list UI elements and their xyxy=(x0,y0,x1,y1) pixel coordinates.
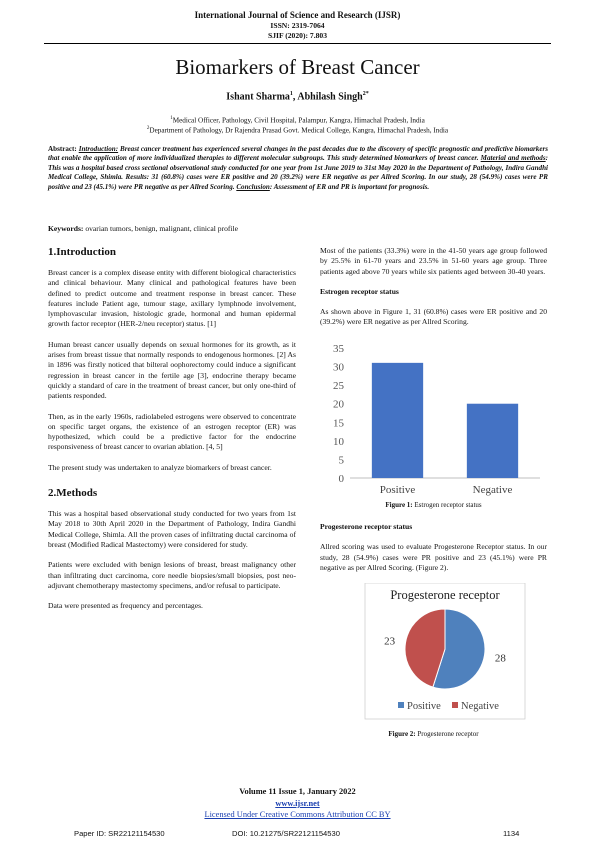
er-heading: Estrogen receptor status xyxy=(320,286,399,296)
x-tick-label: Negative xyxy=(472,483,513,496)
pr-pie-chart xyxy=(320,583,547,723)
bar-positive xyxy=(372,363,423,478)
y-tick-label: 10 xyxy=(333,435,344,448)
bar-negative xyxy=(467,403,518,477)
abstract xyxy=(48,145,548,192)
figure-1-caption xyxy=(320,500,547,510)
er-paragraph: As shown above in Figure 1, 31 (60.8%) cases were ER positive and 20 (39.2%) were ER negative as per Allred Scoring. xyxy=(320,307,547,327)
y-tick-label: 35 xyxy=(333,342,344,355)
abstract-intro: Breast cancer treatment has experienced several changes in the past decades due to the discovery of specific prognostic and predictive biomarkers that enable the application of more individualized therapies to different molecular subgroups. This study determined biomarkers of breast cancer. xyxy=(48,145,548,163)
abstract-conclusion: : Assessment of ER and PR is important for prognosis. xyxy=(269,182,430,191)
legend-swatch-negative xyxy=(452,702,458,708)
doi: DOI: 10.21275/SR22121154530 xyxy=(232,829,340,838)
methods-paragraph-2: Patients were excluded with benign lesions of breast, breast malignancy other than infiltrating duct carcinoma, core needle biopsies/small biopsies, post neo-adjuvant chemotherapy mastectomy specimens, and/or refusal to participate. xyxy=(48,560,296,590)
right-column xyxy=(320,246,547,750)
left-column xyxy=(48,246,296,621)
author-2-sup: 2* xyxy=(362,91,369,97)
abstract-methods: : This was a hospital based cross sectional observational study conducted for one year from 1st June 2019 to 31st May 2020 in the Department of Pathology, Indira Gandhi Medical College, Shimla. Results: 31 (60.8%) cases were ER positive and 20 (39.2%) were ER negative as per Allred Scoring. In our study, 28 (54.9%) cases were PR positive and 23 (45.1%) were PR negative as per Allred Scoring. xyxy=(48,154,548,191)
y-tick-label: 25 xyxy=(333,379,344,392)
journal-name: International Journal of Science and Research (IJSR) xyxy=(194,10,401,20)
affiliation-2-sup: 2 xyxy=(146,126,150,131)
affiliation-1-text: Medical Officer, Pathology, Civil Hospital, Palampur, Kangra, Himachal Pradesh, India xyxy=(172,116,425,125)
volume-info: Volume 11 Issue 1, January 2022 xyxy=(239,787,356,796)
slice-data-label: 28 xyxy=(494,652,506,665)
legend-label-negative: Negative xyxy=(461,701,499,713)
header-rule xyxy=(44,43,551,44)
abstract-label: Abstract: xyxy=(48,145,77,153)
age-paragraph: Most of the patients (33.3%) were in the 41-50 years age group followed by 25.5% in 61-70 years and 23.5% in 51-60 years age group. Three patients aged above 70 years while six patients aged between 30-40 years. xyxy=(320,246,547,276)
methods-paragraph-3: Data were presented as frequency and percentages. xyxy=(48,601,203,611)
x-tick-label: Positive xyxy=(379,483,416,496)
y-tick-label: 5 xyxy=(338,454,344,467)
introduction-heading: 1.Introduction xyxy=(48,246,116,258)
sjif: SJIF (2020): 7.803 xyxy=(268,31,327,40)
figure-1-text: Estrogen receptor status xyxy=(412,500,482,509)
figure-2-text: Progesterone receptor xyxy=(415,730,479,739)
author-1: Ishant Sharma xyxy=(226,91,290,103)
intro-paragraph-2: Human breast cancer usually depends on sexual hormones for its growth, as it arises from breast tissue that normally responds to endogenous hormones. [2] As in 1896 was firstly noticed that bilteral oophorectomy could induce a significant regression in breast cancer in the fertile age [3], endocrine therapy became quickly a standard of care in the treatment of breast cancer, but only one-third of patients responded. xyxy=(48,339,296,401)
intro-paragraph-4: The present study was undertaken to analyze biomarkers of breast cancer. xyxy=(48,462,272,472)
intro-paragraph-3: Then, as in the early 1960s, radiolabeled estrogens were observed to concentrate on specific target organs, the existence of an estrogen receptor (ER) was hypothesized, which could be a predictive factor for the endocrine responsiveness of breast cancer to ovarian ablation. [4, 5] xyxy=(48,411,296,452)
pr-heading: Progesterone receptor status xyxy=(320,522,413,532)
author-2: Abhilash Singh xyxy=(297,91,363,103)
affiliation-1-sup: 1 xyxy=(170,116,173,121)
legend-swatch-positive xyxy=(398,702,404,708)
pr-paragraph: Allred scoring was used to evaluate Progesterone Receptor status. In our study, 28 (54.9%) cases were PR positive and 23 (45.1%) were PR negative as per Allred Scoring. (Figure 2). xyxy=(320,542,547,572)
y-tick-label: 20 xyxy=(333,398,344,411)
license-line xyxy=(0,810,595,820)
methods-paragraph-1: This was a hospital based observational study conducted for two years from 1st May 2018 to 30th April 2020 in the Department of Pathology, Indira Gandhi Medical College, Shimla. All the proven cases of infiltrating ductal carcinoma of breast (Modified Radical Mastectomy) were considered for study. xyxy=(48,509,296,549)
abstract-conclusion-label: Conclusion xyxy=(236,182,270,191)
figure-1-label: Figure 1: xyxy=(385,500,413,509)
keywords xyxy=(48,224,548,233)
slice-data-label: 23 xyxy=(384,635,396,648)
figure-2-label: Figure 2: xyxy=(388,730,416,739)
paper-title: Biomarkers of Breast Cancer xyxy=(175,55,420,79)
er-bar-chart xyxy=(320,338,547,498)
author-line xyxy=(0,91,595,102)
author-1-sup: 1 xyxy=(289,91,293,97)
site-line xyxy=(0,799,595,809)
abstract-methods-label: Material and methods xyxy=(480,154,546,163)
issn: ISSN: 2319-7064 xyxy=(270,21,325,30)
paper-id: Paper ID: SR22121154530 xyxy=(74,829,165,838)
affiliation-2-text: Department of Pathology, Dr Rajendra Prasad Govt. Medical College, Kangra, Himachal Pradesh, India xyxy=(149,126,449,135)
author-sep: , xyxy=(292,91,298,103)
legend-label-positive: Positive xyxy=(407,701,441,713)
y-tick-label: 15 xyxy=(333,417,344,430)
keywords-text: ovarian tumors, benign, malignant, clinical profile xyxy=(83,224,239,233)
keywords-label: Keywords: xyxy=(48,224,84,233)
methods-heading: 2.Methods xyxy=(48,487,98,500)
license-link[interactable]: Licensed Under Creative Commons Attribution CC BY xyxy=(204,810,391,819)
site-link[interactable]: www.ijsr.net xyxy=(275,799,320,808)
page-number: 1134 xyxy=(503,829,520,838)
intro-paragraph-1: Breast cancer is a complex disease entity with different biological characteristics and clinical behaviour. Many clinical and pathological features have been defined to predict outcome and treatment response in breast cancer. These features include Patient age, tumour stage, axillary lymphnode involvement, lymphovascular invasion, histologic grade, hormonal and human epidermal growth factor receptor (HER-2/neu receptor) status. [1] xyxy=(48,268,296,329)
figure-2-caption xyxy=(320,729,547,739)
affiliation-2 xyxy=(0,124,595,135)
y-tick-label: 30 xyxy=(333,361,344,374)
chart-title: Progesterone receptor xyxy=(390,588,500,603)
abstract-intro-label: Introduction: xyxy=(78,145,119,153)
y-tick-label: 0 xyxy=(338,472,344,485)
